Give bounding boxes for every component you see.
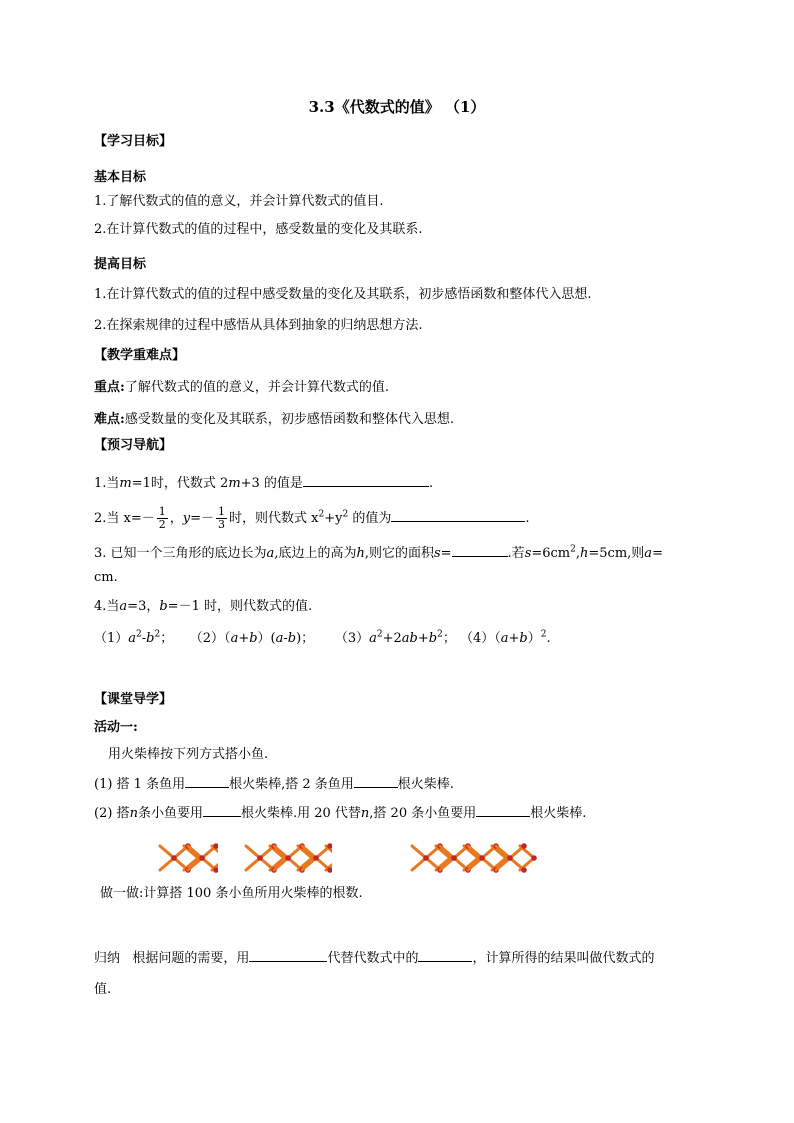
match-head <box>257 855 263 861</box>
matchstick-fish-2 <box>240 838 332 878</box>
section-class-guide: 【课堂导学】 <box>94 692 173 707</box>
fraction: $\frac{1}{3}$ <box>218 505 226 531</box>
hard-point <box>94 410 454 430</box>
match-head <box>199 855 205 861</box>
advanced-goal-1: 1.在计算代数式的值的过程中感受数量的变化及其联系，初步感悟函数和整体代入思想. <box>94 287 592 302</box>
basic-goal-1: 1.了解代数式的值的意义，并会计算代数式的值目. <box>94 194 384 209</box>
match-head <box>531 855 537 861</box>
question-1: 1.当m=1时，代数式 2m+3 的值是 . <box>94 472 433 494</box>
match-head <box>521 867 527 873</box>
activity-1-heading: 活动一: <box>94 720 138 735</box>
answer-blank[interactable] <box>418 947 472 962</box>
hard-label: 难点: <box>94 412 125 427</box>
hard-text: 感受数量的变化及其联系，初步感悟函数和整体代入思想. <box>124 412 454 427</box>
question-2: 2.当 x=－ $\frac{1}{2}$ ，y=－ $\frac{1}{3}$ 时，则代数式 $x^2+y^2$ 的值为 . <box>94 505 530 531</box>
fraction: $\frac{1}{2}$ <box>158 505 166 531</box>
basic-goal-2: 2.在计算代数式的值的过程中，感受数量的变化及其联系. <box>94 222 423 237</box>
section-preview: 【预习导航】 <box>94 438 173 453</box>
answer-blank[interactable] <box>203 802 241 817</box>
advanced-goals-heading: 提高目标 <box>94 257 147 272</box>
match-head <box>171 855 177 861</box>
question-3: 3. 已知一个三角形的底边长为a,底边上的高为h,则它的面积s= .若$s=6cm^2,h=5cm$,则a= <box>94 542 663 564</box>
section-key-points: 【教学重难点】 <box>94 348 186 363</box>
activity-1-intro: 用火柴棒按下列方式搭小鱼. <box>108 747 269 762</box>
answer-blank[interactable] <box>185 773 229 788</box>
key-text: 了解代数式的值的意义，并会计算代数式的值. <box>124 380 389 395</box>
answer-blank[interactable] <box>391 507 525 522</box>
match-head <box>479 855 485 861</box>
advanced-goal-2: 2.在探索规律的过程中感悟从具体到抽象的归纳思想方法. <box>94 318 423 333</box>
answer-blank[interactable] <box>249 947 327 962</box>
summary-end: 值. <box>94 982 112 997</box>
matchstick-fish-3 <box>406 838 540 878</box>
answer-blank[interactable] <box>303 472 429 487</box>
matchstick-fish-1 <box>154 838 218 878</box>
basic-goals-heading: 基本目标 <box>94 170 147 185</box>
question-3-unit: cm. <box>94 570 118 585</box>
question-4: 4.当a=3，b=－1 时，则代数式的值. <box>94 599 313 614</box>
page-title: 3.3《代数式的值》 （1） <box>308 98 486 116</box>
section-learning-goals: 【学习目标】 <box>94 134 173 149</box>
answer-blank[interactable] <box>452 542 508 557</box>
match-head <box>451 855 457 861</box>
summary: 归纳 根据问题的需要，用 代替代数式中的 ，计算所得的结果叫做代数式的 <box>94 947 654 969</box>
key-label: 重点: <box>94 380 125 395</box>
match-head <box>507 855 513 861</box>
answer-blank[interactable] <box>354 773 398 788</box>
match-head <box>313 855 319 861</box>
key-point <box>94 378 389 398</box>
match-head <box>423 855 429 861</box>
match-head <box>521 843 527 849</box>
activity-1-q2: (2) 搭n条小鱼要用 根火柴棒.用 20 代替n,搭 20 条小鱼要用 根火柴棒. <box>94 802 586 824</box>
try-it: 做一做:计算搭 100 条小鱼所用火柴棒的根数. <box>100 886 363 901</box>
match-head <box>285 855 291 861</box>
question-4-items: $(1)a^2-b^2$； （2）（a+b）(a-b)； $(3)a^2+2ab+b^2$； $(4)(a+b)^2$. <box>94 629 551 646</box>
activity-1-q1: (1) 搭 1 条鱼用 根火柴棒,搭 2 条鱼用 根火柴棒. <box>94 773 454 795</box>
answer-blank[interactable] <box>476 802 530 817</box>
